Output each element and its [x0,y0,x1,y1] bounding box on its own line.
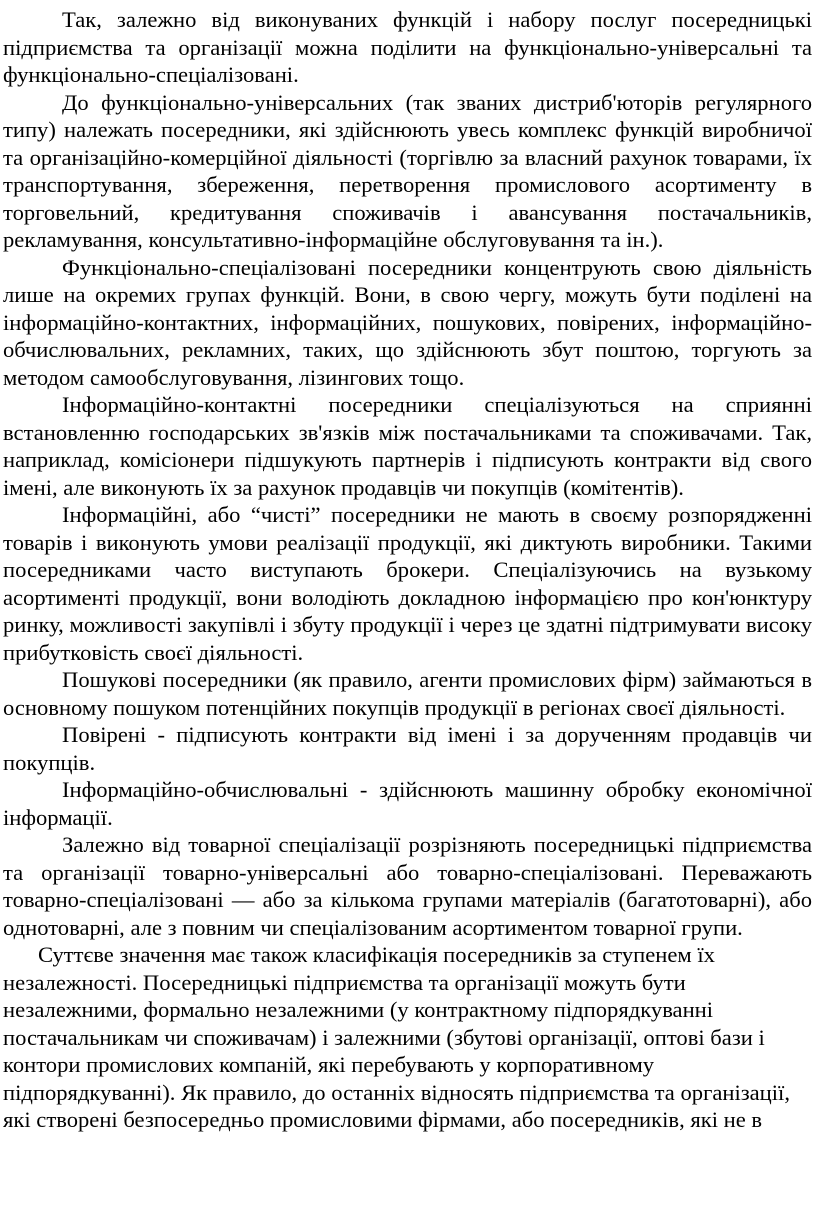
paragraph-attorneys: Повірені - підписують контракти від імені і за дорученням продавців чи покупців. [3,722,812,775]
paragraph-commodity-specialization: Залежно від товарної спеціалізації розрізняють посередницькі підприємства та організації товарно-універсальні або товарно-спеціалізовані. Переважають товарно-спеціалізовані — або за кількома групами матеріалів (багатотоварні), або однотоварні, але з повним чи спеціалізованим асортиментом товарної групи. [3,832,812,940]
paragraph-search-intermediaries: Пошукові посередники (як правило, агенти промислових фірм) займаються в основному пошуком потенційних покупців продукції в регіонах своєї діяльності. [3,667,812,720]
paragraph-independence: Суттєве значення має також класифікація посередників за ступенем їх незалежності. Посередницькі підприємства та організації можуть бути незалежними, формально незалежними (у контрактному підпорядкуванні постачальникам чи споживачам) і залежними (збутові організації, оптові бази і контори промислових компаній, які перебувають у корпоративному підпорядкуванні). Як правило, до останніх відносять підприємства та організації, які створені безпосередньо промисловими фірмами, або посередників, які не в [3,942,790,1132]
paragraph-information-contact: Інформаційно-контактні посередники спеціалізуються на сприянні встановленню господарських зв'язків між постачальниками та споживачами. Так, наприклад, комісіонери підшукують партнерів і підписують контракти від свого імені, але виконують їх за рахунок продавців чи покупців (комітентів). [3,392,812,500]
paragraph-functional-classification: Так, залежно від виконуваних функцій і набору послуг посередницькі підприємства та організації можна поділити на функціонально-універсальні та функціонально-спеціалізовані. [3,7,812,87]
paragraph-pure-intermediaries: Інформаційні, або “чисті” посередники не мають в своєму розпорядженні товарів і виконують умови реалізації продукції, які диктують виробники. Такими посередниками часто виступають брокери. Спеціалізуючись на вузькому асортименті продукції, вони володіють докладною інформацією про кон'юнктуру ринку, можливості закупівлі і збуту продукції і через це здатні підтримувати високу прибутковість своєї діяльності. [3,502,812,665]
paragraph-universal-intermediaries: До функціонально-універсальних (так званих дистриб'юторів регулярного типу) належать посередники, які здійснюють увесь комплекс функцій виробничої та організаційно-комерційної діяльності (торгівлю за власний рахунок товарами, їх транспортування, збереження, перетворення промислового асортименту в торговельний, кредитування споживачів і авансування постачальників, рекламування, консультативно-інформаційне обслуговування та ін.). [3,89,812,252]
paragraph-computational: Інформаційно-обчислювальні - здійснюють машинну обробку економічної інформації. [3,777,812,830]
paragraph-specialized-intermediaries: Функціонально-спеціалізовані посередники концентрують свою діяльність лише на окремих групах функцій. Вони, в свою чергу, можуть бути поділені на інформаційно-контактних, інформаційних, пошукових, повірених, інформаційно-обчислювальних, рекламних, таких, що здійснюють збут поштою, торгують за методом самообслуговування, лізингових тощо. [3,254,812,390]
